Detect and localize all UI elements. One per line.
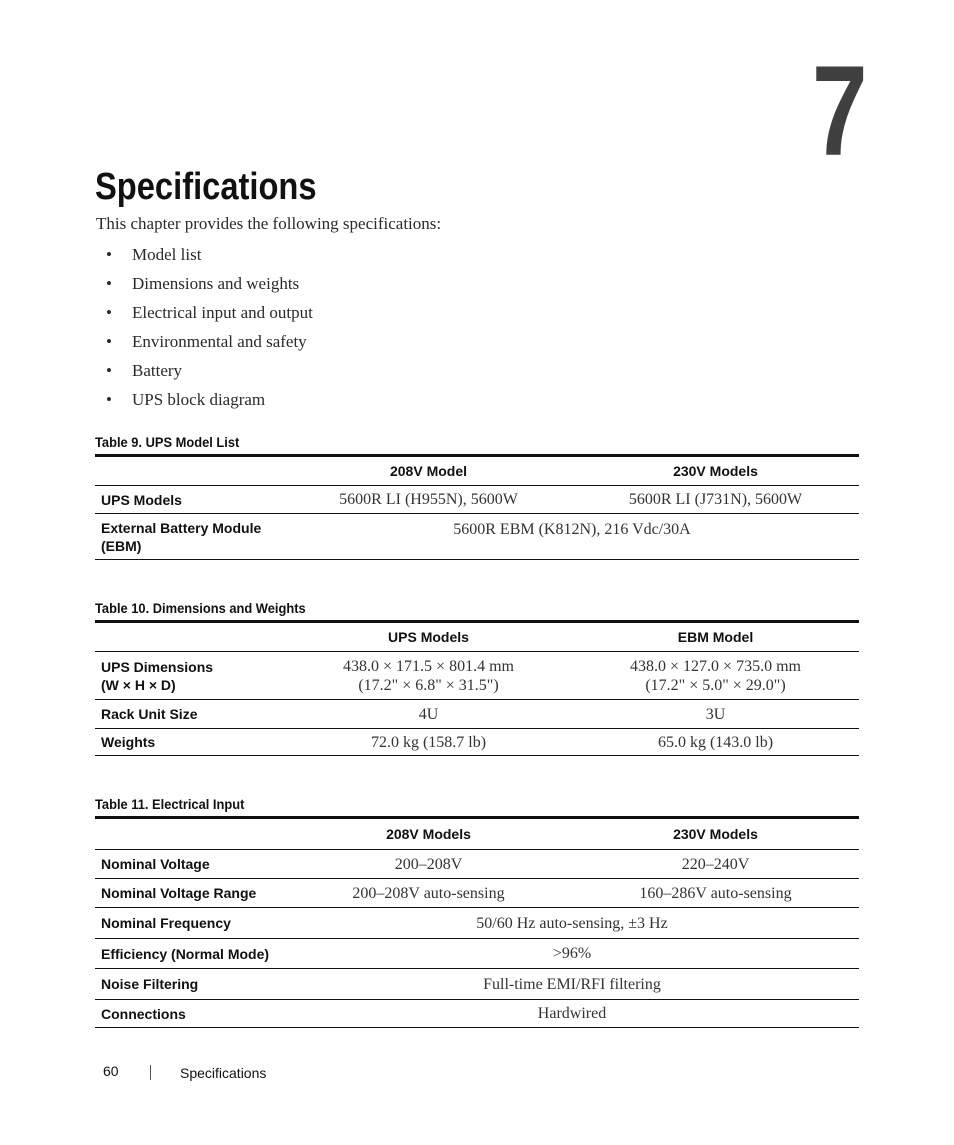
table-header-cell: 230V Models bbox=[673, 826, 758, 842]
bullet-icon: • bbox=[106, 303, 112, 322]
list-item: • Electrical input and output bbox=[96, 300, 313, 329]
table-cell: 160–286V auto-sensing bbox=[639, 884, 792, 902]
table-header-cell: EBM Model bbox=[677, 629, 754, 645]
table-cell: 438.0 × 171.5 × 801.4 mm (17.2" × 6.8" × 31.5") bbox=[343, 657, 514, 694]
table-cell: Hardwired bbox=[537, 1005, 607, 1022]
dimensions-weights-table bbox=[95, 620, 859, 756]
row-label: Rack Unit Size bbox=[101, 706, 198, 722]
page-number: 60 bbox=[103, 1063, 119, 1079]
row-label: Noise Filtering bbox=[101, 976, 199, 992]
table-row bbox=[95, 969, 859, 1000]
table-row bbox=[95, 514, 859, 560]
table-header-row bbox=[95, 818, 859, 850]
table-row bbox=[95, 908, 859, 939]
table-cell: 438.0 × 127.0 × 735.0 mm (17.2" × 5.0" × 29.0") bbox=[630, 657, 801, 694]
table-header-row bbox=[95, 622, 859, 652]
intro-text: This chapter provides the following specifications: bbox=[96, 214, 442, 233]
bullet-icon: • bbox=[106, 390, 112, 409]
table-10-caption: Table 10. Dimensions and Weights bbox=[95, 600, 306, 616]
chapter-number: 7 bbox=[812, 40, 866, 183]
table-cell: 5600R LI (H955N), 5600W bbox=[339, 491, 518, 508]
list-item: • UPS block diagram bbox=[96, 387, 313, 416]
table-cell: 200–208V auto-sensing bbox=[352, 884, 505, 902]
row-label: UPS Dimensions (W × H × D) bbox=[101, 658, 214, 693]
table-cell: Full-time EMI/RFI filtering bbox=[483, 975, 661, 993]
footer-divider bbox=[150, 1065, 151, 1080]
table-row bbox=[95, 850, 859, 879]
table-cell: 50/60 Hz auto-sensing, ±3 Hz bbox=[476, 914, 668, 932]
table-9-caption: Table 9. UPS Model List bbox=[95, 434, 240, 450]
bullet-icon: • bbox=[106, 361, 112, 380]
table-header-cell: UPS Models bbox=[388, 629, 469, 645]
spec-bullet-list bbox=[96, 242, 313, 416]
table-row bbox=[95, 700, 859, 729]
footer-section-title: Specifications bbox=[180, 1065, 267, 1081]
table-header-row bbox=[95, 456, 859, 486]
table-header-cell: 208V Model bbox=[389, 463, 468, 479]
table-row bbox=[95, 486, 859, 514]
table-header-cell bbox=[95, 622, 285, 652]
list-item: • Dimensions and weights bbox=[96, 271, 313, 300]
table-row bbox=[95, 1000, 859, 1028]
page-title: Specifications bbox=[95, 166, 317, 208]
table-header-cell bbox=[95, 818, 285, 850]
table-cell: 5600R EBM (K812N), 216 Vdc/30A bbox=[453, 521, 691, 538]
table-cell: 4U bbox=[418, 705, 439, 723]
table-row bbox=[95, 939, 859, 969]
row-label: Nominal Frequency bbox=[101, 915, 231, 931]
row-label: Nominal Voltage bbox=[101, 856, 210, 872]
table-row bbox=[95, 729, 859, 756]
table-cell: 72.0 kg (158.7 lb) bbox=[370, 733, 487, 751]
bullet-icon: • bbox=[106, 245, 112, 264]
list-item: • Model list bbox=[96, 242, 313, 271]
row-label: UPS Models bbox=[101, 491, 182, 508]
table-cell: 5600R LI (J731N), 5600W bbox=[628, 491, 803, 508]
ups-model-list-table bbox=[95, 454, 859, 560]
bullet-icon: • bbox=[106, 274, 112, 293]
table-cell: 3U bbox=[705, 705, 726, 723]
list-item: • Battery bbox=[96, 358, 313, 387]
table-header-cell bbox=[95, 456, 285, 486]
list-item: • Environmental and safety bbox=[96, 329, 313, 358]
table-cell: 65.0 kg (143.0 lb) bbox=[657, 733, 774, 751]
table-11-caption: Table 11. Electrical Input bbox=[95, 796, 245, 812]
table-cell: >96% bbox=[552, 945, 592, 962]
row-label: Connections bbox=[101, 1005, 186, 1022]
table-row bbox=[95, 652, 859, 700]
table-cell: 220–240V bbox=[681, 855, 750, 873]
table-header-cell: 208V Models bbox=[386, 826, 471, 842]
table-cell: 200–208V bbox=[394, 855, 463, 873]
row-label: Nominal Voltage Range bbox=[101, 885, 257, 901]
row-label: Efficiency (Normal Mode) bbox=[101, 945, 270, 962]
row-label: External Battery Module (EBM) bbox=[101, 519, 262, 554]
row-label: Weights bbox=[101, 734, 156, 750]
electrical-input-table bbox=[95, 816, 859, 1028]
table-row bbox=[95, 879, 859, 908]
bullet-icon: • bbox=[106, 332, 112, 351]
table-header-cell: 230V Models bbox=[673, 463, 758, 479]
